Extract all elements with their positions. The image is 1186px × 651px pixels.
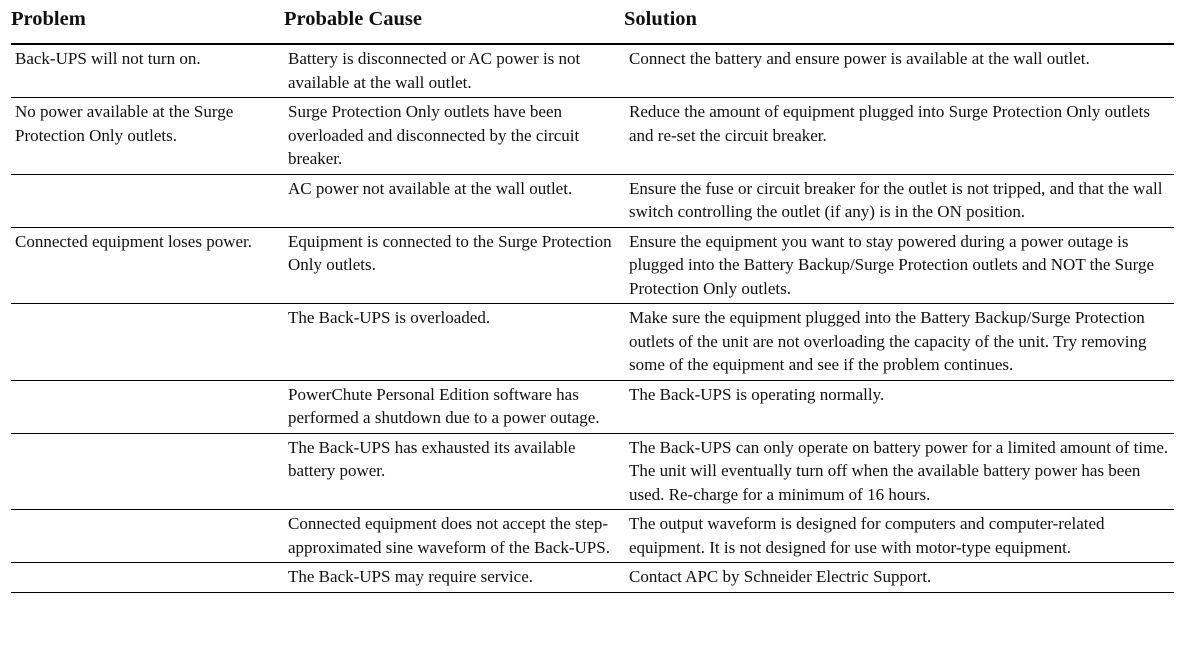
solution-cell: Reduce the amount of equipment plugged into Surge Protection Only outlets and re-set the circuit breaker. bbox=[629, 102, 1150, 145]
troubleshooting-table bbox=[11, 5, 1174, 593]
header-problem: Problem bbox=[11, 8, 86, 30]
cause-cell: The Back-UPS is overloaded. bbox=[288, 308, 491, 327]
table-row bbox=[11, 303, 1174, 380]
cause-cell: The Back-UPS has exhausted its available battery power. bbox=[288, 437, 576, 480]
header-solution: Solution bbox=[624, 8, 697, 30]
solution-cell: Contact APC by Schneider Electric Support. bbox=[629, 567, 932, 586]
table-row bbox=[11, 562, 1174, 592]
solution-cell: The output waveform is designed for computers and computer-related equipment. It is not designed for use with motor-type equipment. bbox=[629, 514, 1105, 557]
table-body bbox=[11, 45, 1174, 593]
solution-cell: Ensure the fuse or circuit breaker for the outlet is not tripped, and that the wall switch controlling the outlet (if any) is in the ON position. bbox=[629, 178, 1163, 221]
solution-cell: The Back-UPS can only operate on battery power for a limited amount of time. The unit will eventually turn off when the available battery power has been used. Re-charge for a minimum of 16 hours. bbox=[629, 437, 1169, 504]
solution-cell: Connect the battery and ensure power is available at the wall outlet. bbox=[629, 49, 1090, 68]
solution-cell: Ensure the equipment you want to stay powered during a power outage is plugged into the Battery Backup/Surge Protection outlets and NOT the Surge Protection Only outlets. bbox=[629, 231, 1155, 298]
problem-group bbox=[11, 98, 1174, 228]
cause-cell: Battery is disconnected or AC power is not available at the wall outlet. bbox=[288, 49, 581, 92]
table-row bbox=[11, 380, 1174, 433]
table-header bbox=[11, 5, 1174, 45]
cause-cell: PowerChute Personal Edition software has performed a shutdown due to a power outage. bbox=[288, 384, 600, 427]
table-row bbox=[11, 433, 1174, 510]
table-row bbox=[11, 174, 1174, 227]
cause-cell: Equipment is connected to the Surge Protection Only outlets. bbox=[288, 231, 612, 274]
problem-cell: Connected equipment loses power. bbox=[15, 231, 253, 251]
problem-cell: Back-UPS will not turn on. bbox=[15, 49, 201, 68]
cause-cell: Connected equipment does not accept the step-approximated sine waveform of the Back-UPS. bbox=[288, 514, 610, 557]
table-row bbox=[11, 509, 1174, 562]
problem-group bbox=[11, 45, 1174, 98]
header-probable-cause: Probable Cause bbox=[284, 8, 423, 30]
cause-cell: The Back-UPS may require service. bbox=[288, 567, 533, 586]
solution-cell: The Back-UPS is operating normally. bbox=[629, 384, 885, 404]
problem-cell: No power available at the Surge Protection Only outlets. bbox=[15, 102, 234, 145]
cause-cell: AC power not available at the wall outlet. bbox=[288, 178, 573, 198]
solution-cell: Make sure the equipment plugged into the Battery Backup/Surge Protection outlets of the unit are not overloading the capacity of the unit. Try removing some of the equipment and see if the problem continues. bbox=[629, 308, 1147, 374]
cause-cell: Surge Protection Only outlets have been overloaded and disconnected by the circuit breaker. bbox=[288, 102, 580, 168]
problem-group bbox=[11, 228, 1174, 593]
